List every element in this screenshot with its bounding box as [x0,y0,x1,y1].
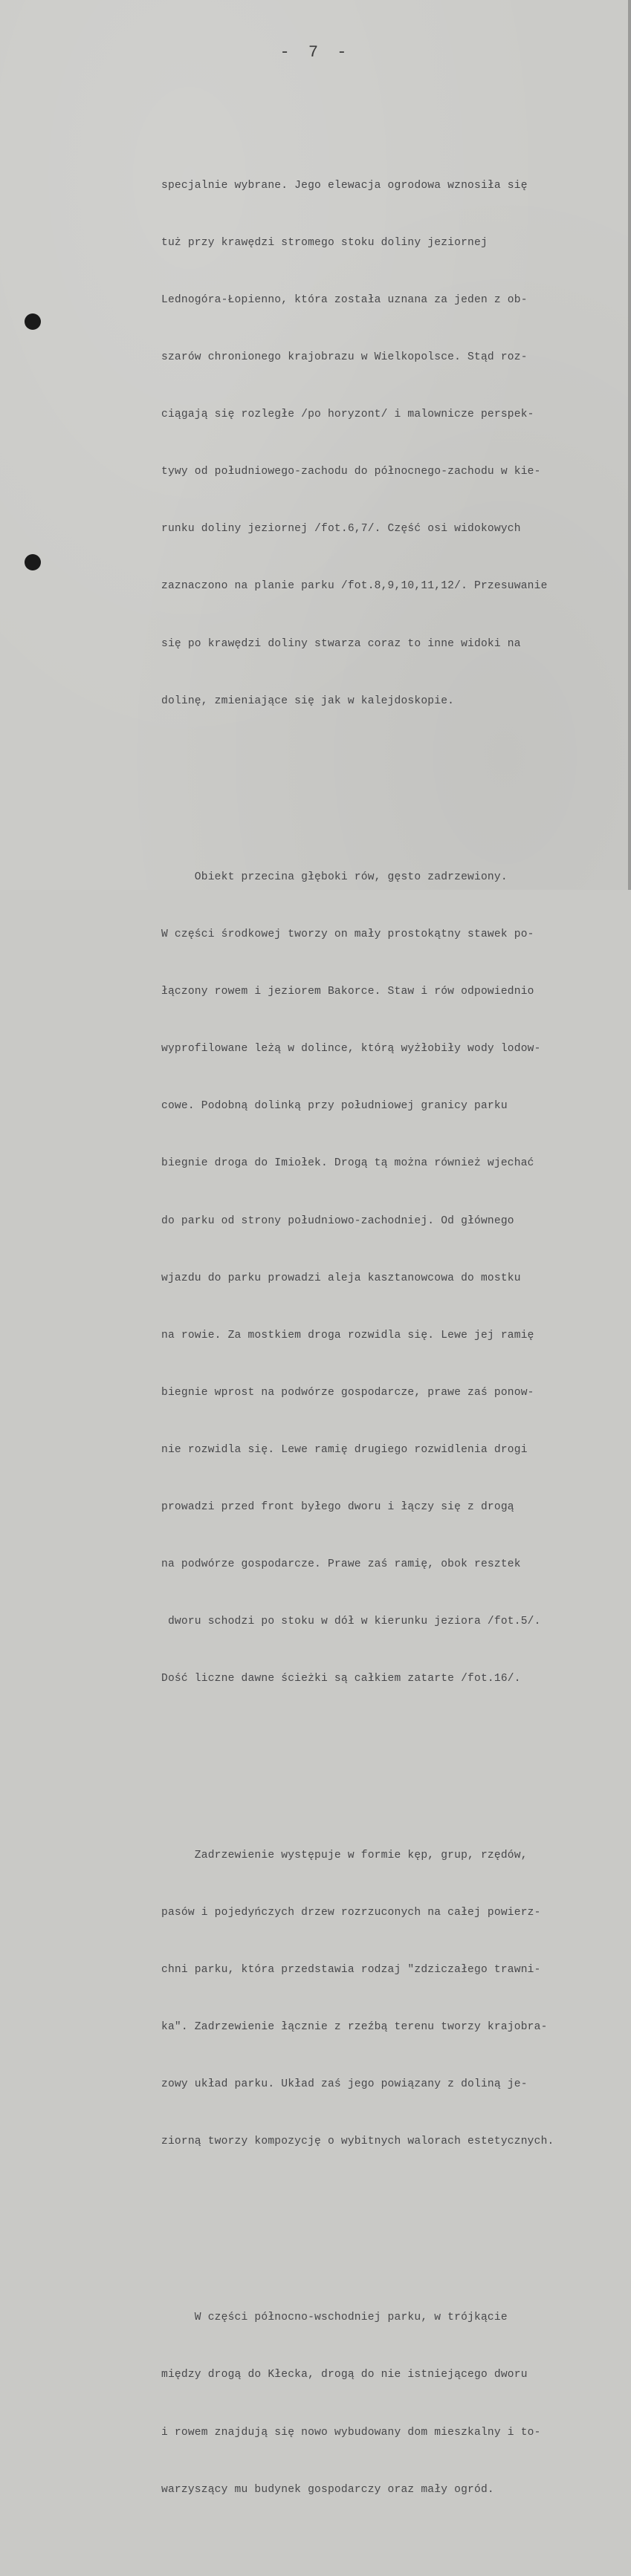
text-line: tuż przy krawędzi stromego stoku doliny jeziornej [161,236,488,249]
paragraph-3 [161,1808,622,2190]
text-line: na podwórze gospodarcze. Prawe zaś ramię, obok resztek [161,1558,521,1571]
text-line: się po krawędzi doliny stwarza coraz to inne widoki na [161,637,521,650]
text-line: dolinę, zmieniające się jak w kalejdoskopie. [161,695,455,707]
text-line: Obiekt przecina głęboki rów, gęsto zadrzewiony. [161,871,508,883]
text-line: pasów i pojedyńczych drzew rozrzuconych na całej powierz- [161,1906,541,1919]
text-line: dworu schodzi po stoku w dół w kierunku jeziora /fot.5/. [161,1616,541,1628]
text-line: Lednogóra-Łopienno, która została uznana za jeden z ob- [161,294,528,306]
text-line: specjalnie wybrane. Jego elewacja ogrodowa wznosiła się [161,179,528,192]
text-line: warzyszący mu budynek gospodarczy oraz mały ogród. [161,2483,494,2496]
text-line: biegnie wprost na podwórze gospodarcze, prawe zaś ponow- [161,1386,534,1399]
punch-hole-bottom [25,554,41,570]
paragraph-gap [161,1766,622,1770]
text-line: łączony rowem i jeziorem Bakorce. Staw i rów odpowiednio [161,986,534,998]
text-line: W części północno-wschodniej parku, w trójkącie [161,2312,508,2324]
text-line: i rowem znajdują się nowo wybudowany dom mieszkalny i to- [161,2426,541,2439]
paragraph-gap [161,787,622,792]
text-line: między drogą do Kłecka, drogą do nie istniejącego dworu [161,2369,528,2381]
text-line: Dość liczne dawne ścieżki są całkiem zatarte /fot.16/. [161,1673,521,1685]
paragraph-4 [161,2271,622,2538]
paragraph-gap [161,2228,622,2233]
text-line: nie rozwidla się. Lewe ramię drugiego rozwidlenia drogi [161,1443,528,1456]
text-line: cowe. Podobną dolinką przy południowej granicy parku [161,1100,508,1113]
paragraph-2 [161,830,622,1728]
body-text [161,100,622,2576]
text-line: runku doliny jeziornej /fot.6,7/. Część osi widokowych [161,523,521,536]
text-line: wyprofilowane leżą w dolince, którą wyżłobiły wody lodow- [161,1043,541,1056]
punch-hole-top [25,313,41,330]
text-line: do parku od strony południowo-zachodniej. Od głównego [161,1214,514,1227]
text-line: szarów chronionego krajobrazu w Wielkopolsce. Stąd roz- [161,351,528,364]
text-line: ziorną tworzy kompozycję o wybitnych walorach estetycznych. [161,2136,554,2148]
text-line: chni parku, która przedstawia rodzaj "zdziczałego trawni- [161,1963,541,1976]
text-line: zowy układ parku. Układ zaś jego powiązany z doliną je- [161,2078,528,2090]
text-line: na rowie. Za mostkiem droga rozwidla się. Lewe jej ramię [161,1329,534,1341]
text-line: wjazdu do parku prowadzi aleja kasztanowcowa do mostku [161,1272,521,1284]
text-line: prowadzi przed front byłego dworu i łączy się z drogą [161,1501,514,1513]
text-line: zaznaczono na planie parku /fot.8,9,10,11,12/. Przesuwanie [161,580,548,593]
text-line: Zadrzewienie występuje w formie kęp, grup, rzędów, [161,1849,528,1861]
paragraph-1 [161,138,622,749]
text-line: biegnie droga do Imiołek. Drogą tą można również wjechać [161,1157,534,1170]
page-number: - 7 - [279,43,352,62]
text-line: ka". Zadrzewienie łącznie z rzeźbą terenu tworzy krajobra- [161,2020,548,2033]
page-edge [628,0,631,890]
text-line: W części środkowej tworzy on mały prostokątny stawek po- [161,928,534,941]
text-line: ciągają się rozległe /po horyzont/ i malownicze perspek- [161,409,534,421]
text-line: tywy od południowego-zachodu do północnego-zachodu w kie- [161,466,541,478]
